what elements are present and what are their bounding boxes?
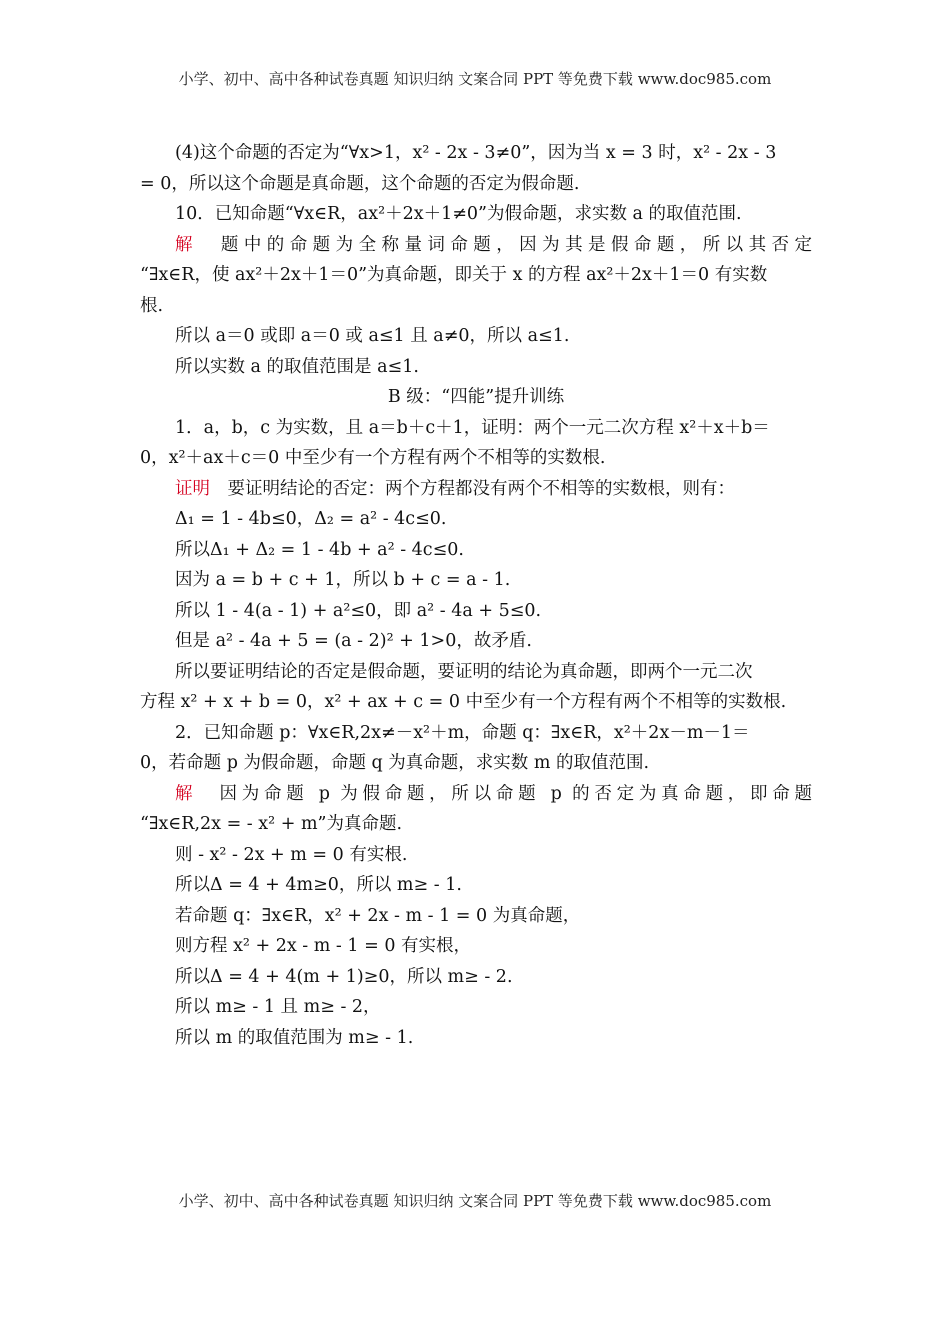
section-heading: B 级：“四能”提升训练 <box>387 387 565 407</box>
proof-line: 证明 要证明结论的否定：两个方程都没有两个不相等的实数根，则有： <box>175 478 735 499</box>
solution-line: 解 题中的命题为全称量词命题，因为其是假命题，所以其否定 <box>175 234 813 255</box>
solution-line: 解 因为命题 p 为假命题，所以命题 p 的否定为真命题，即命题 <box>175 783 813 804</box>
question-10: 10．已知命题“∀x∈R，ax²＋2x＋1≠0”为假命题，求实数 a 的取值范围. <box>175 204 742 224</box>
text-line: 0，x²＋ax＋c＝0 中至少有一个方程有两个不相等的实数根. <box>140 448 606 468</box>
page-footer: 小学、初中、高中各种试卷真题 知识归纳 文案合同 PPT 等免费下载 www.doc985.com <box>178 1192 772 1210</box>
question-2: 2．已知命题 p：∀x∈R,2x≠－x²＋m，命题 q：∃x∈R，x²＋2x－m－1＝ <box>175 722 750 743</box>
page-header: 小学、初中、高中各种试卷真题 知识归纳 文案合同 PPT 等免费下载 www.doc985.com <box>178 70 772 88</box>
text-line: (4)这个命题的否定为“∀x>1，x² - 2x - 3≠0”，因为当 x = 3 时，x² - 2x - 3 <box>175 143 777 163</box>
text-line: 0，若命题 p 为假命题，命题 q 为真命题，求实数 m 的取值范围. <box>140 753 650 773</box>
text-line: 根. <box>140 295 164 316</box>
text-line: 所以 m≥ - 1 且 m≥ - 2， <box>175 997 381 1017</box>
text-line: 所以Δ₁ + Δ₂ = 1 - 4b + a² - 4c≤0. <box>175 539 464 560</box>
answer-label: 解 <box>175 783 198 804</box>
text-line: 则方程 x² + 2x - m - 1 = 0 有实根， <box>175 936 472 956</box>
text-line: 若命题 q：∃x∈R，x² + 2x - m - 1 = 0 为真命题， <box>175 905 581 926</box>
question-1: 1．a，b，c 为实数，且 a＝b＋c＋1，证明：两个一元二次方程 x²＋x＋b＝ <box>175 417 770 438</box>
text-line: 方程 x² + x + b = 0，x² + ax + c = 0 中至少有一个方程有两个不相等的实数根. <box>140 692 787 712</box>
text-line: 所以 a＝0 或即 a＝0 或 a≤1 且 a≠0，所以 a≤1. <box>175 326 570 346</box>
text-line: = 0，所以这个命题是真命题，这个命题的否定为假命题. <box>140 173 580 194</box>
document-body <box>140 138 812 1053</box>
text-line: 则 - x² - 2x + m = 0 有实根. <box>175 844 408 865</box>
text-line: 所以 1 - 4(a - 1) + a²≤0，即 a² - 4a + 5≤0. <box>175 600 542 621</box>
text-line: 所以要证明结论的否定是假命题，要证明的结论为真命题，即两个一元二次 <box>175 661 753 682</box>
answer-label: 证明 <box>175 478 210 499</box>
text-line: 所以实数 a 的取值范围是 a≤1. <box>175 356 419 377</box>
text-line: Δ₁ = 1 - 4b≤0，Δ₂ = a² - 4c≤0. <box>175 509 447 529</box>
text-line: “∃x∈R,2x = - x² + m”为真命题. <box>140 814 403 834</box>
text-line: 所以Δ = 4 + 4(m + 1)≥0，所以 m≥ - 2. <box>175 966 513 987</box>
text-line: 所以 m 的取值范围为 m≥ - 1. <box>175 1027 414 1048</box>
answer-label: 解 <box>175 234 198 255</box>
text-line: 因为 a = b + c + 1，所以 b + c = a - 1. <box>175 570 511 590</box>
text-line: “∃x∈R，使 ax²＋2x＋1＝0”为真命题，即关于 x 的方程 ax²＋2x＋1＝0 有实数 <box>140 265 768 285</box>
text-line: 但是 a² - 4a + 5 = (a - 2)² + 1>0，故矛盾. <box>175 631 532 651</box>
text-line: 所以Δ = 4 + 4m≥0，所以 m≥ - 1. <box>175 875 462 895</box>
